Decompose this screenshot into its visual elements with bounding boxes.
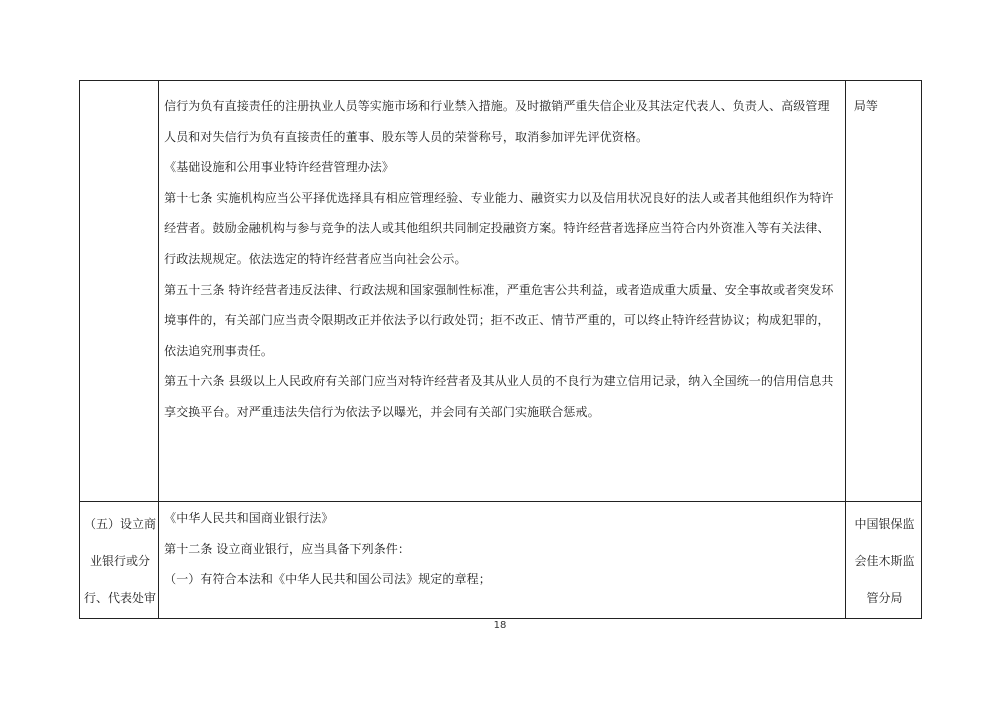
item-name-line: 行、代表处审 <box>84 591 157 605</box>
legal-basis-cell <box>159 81 846 502</box>
law-title: 《基础设施和公用事业特许经营管理办法》 <box>164 160 394 175</box>
legal-paragraph: 第十七条 实施机构应当公平择优选择具有相应管理经验、专业能力、融资实力以及信用状况良好的法人或者其他组织作为特许经营者。鼓励金融机构与参与竞争的法人或其他组织共同制定投融资方案。特许经营者选择应当符合内外资准入等有关法律、行政法规规定。依法选定的特许经营者应当向社会公示。 <box>164 190 834 266</box>
table-row <box>80 81 922 502</box>
law-title: 《中华人民共和国商业银行法》 <box>164 511 334 525</box>
page-number: 18 <box>493 620 507 631</box>
table-row <box>80 502 922 619</box>
department-cell <box>845 502 921 619</box>
legal-paragraph: 第五十六条 县级以上人民政府有关部门应当对特许经营者及其从业人员的不良行为建立信用记录，纳入全国统一的信用信息共享交换平台。对严重违法失信行为依法予以曝光，并会同有关部门实施联合惩戒。 <box>164 374 834 419</box>
item-name-cell <box>80 81 159 502</box>
item-name-line: （五）设立商 <box>84 517 157 531</box>
legal-paragraph: 第十二条 设立商业银行，应当具备下列条件： <box>164 541 411 556</box>
item-name-cell <box>80 502 159 619</box>
legal-paragraph: 信行为负有直接责任的注册执业人员等实施市场和行业禁入措施。及时撤销严重失信企业及其法定代表人、负责人、高级管理人员和对失信行为负有直接责任的董事、股东等人员的荣誉称号，取消参加评先评优资格。 <box>164 99 830 144</box>
legal-paragraph: （一）有符合本法和《中华人民共和国公司法》规定的章程； <box>164 572 491 587</box>
legal-basis-cell <box>159 502 846 619</box>
department-line: 中国银保监 <box>854 517 915 531</box>
department-line: 会佳木斯监 <box>854 554 915 568</box>
legal-paragraph: 第五十三条 特许经营者违反法律、行政法规和国家强制性标准，严重危害公共利益，或者造成重大质量、安全事故或者突发环境事件的，有关部门应当责令限期改正并依法予以行政处罚；拒不改正、情节严重的，可以终止特许经营协议；构成犯罪的，依法追究刑事责任。 <box>164 282 834 358</box>
document-table <box>79 80 922 619</box>
department-cell <box>845 81 921 502</box>
department-line: 管分局 <box>866 591 903 605</box>
item-name-line: 业银行或分 <box>90 554 151 568</box>
department-text: 局等 <box>853 99 878 113</box>
